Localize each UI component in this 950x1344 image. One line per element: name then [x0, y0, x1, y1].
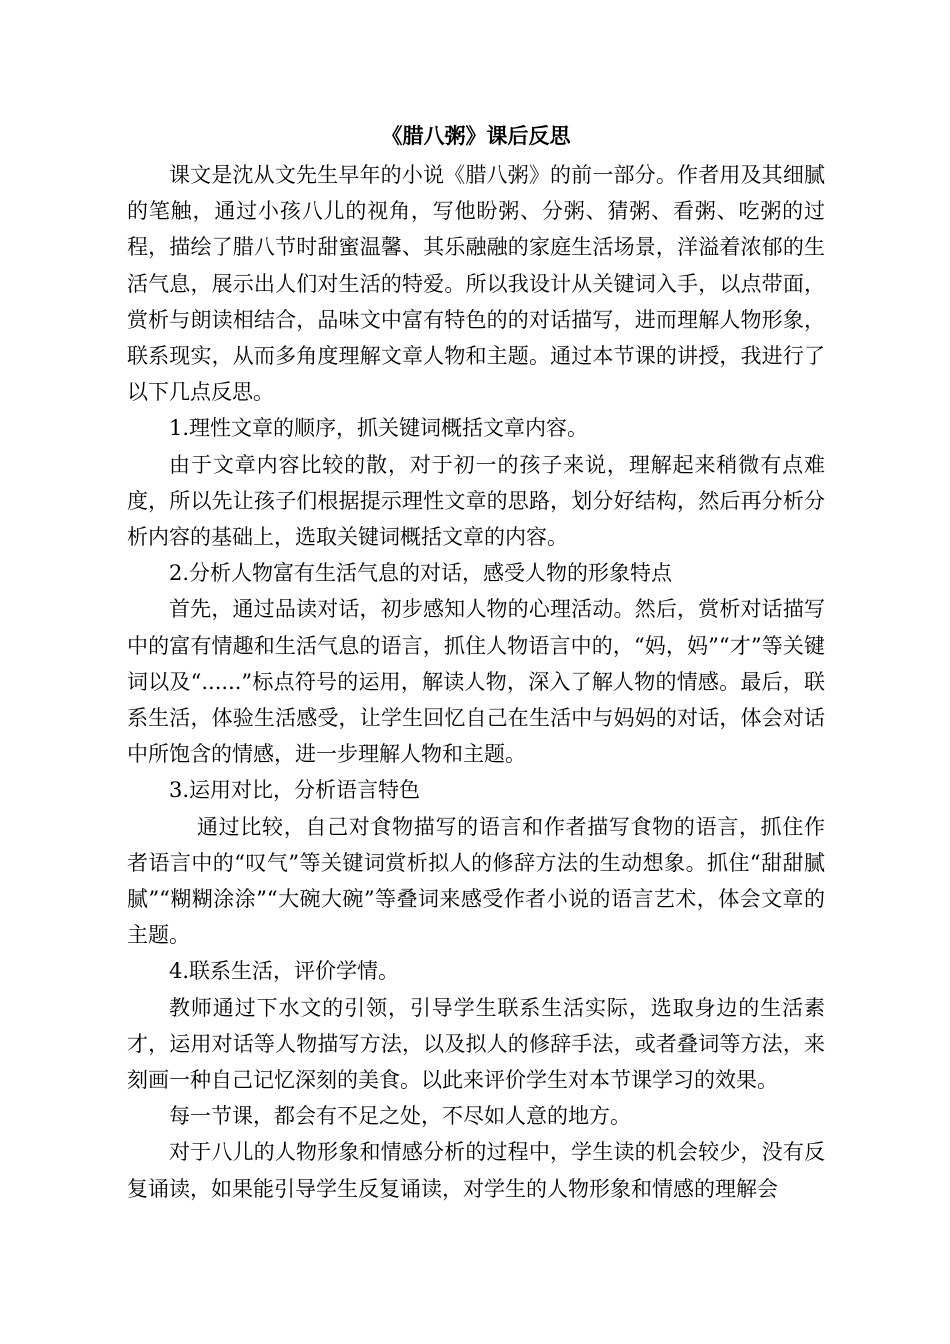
section-heading-4: 4.联系生活，评价学情。	[169, 959, 400, 984]
paragraph-section-4: 教师通过下水文的引领，引导学生联系生活实际，选取身边的生活素才，运用对话等人物描写方法，以及拟人的修辞手法，或者叠词等方法，来刻画一种自己记忆深刻的美食。以此来评价学生对本节课学习的效果。	[127, 995, 825, 1093]
paragraph-section-2: 首先，通过品读对话，初步感知人物的心理活动。然后，赏析对话描写中的富有情趣和生活气息的语言，抓住人物语言中的，“妈，妈”“才”等关键词以及“......”标点符号的运用，解读人物，深入了解人物的情感。最后，联系生活，体验生活感受，让学生回忆自己在生活中与妈妈的对话，体会对话中所饱含的情感，进一步理解人物和主题。	[127, 597, 825, 767]
paragraph-summary: 每一节课，都会有不足之处，不尽如人意的地方。	[169, 1104, 631, 1129]
paragraph-section-1: 由于文章内容比较的散，对于初一的孩子来说，理解起来稍微有点难度，所以先让孩子们根据提示理性文章的思路，划分好结构，然后再分析分析内容的基础上，选取关键词概括文章的内容。	[127, 452, 825, 550]
document-body	[127, 115, 825, 1207]
document-title: 《腊八粥》课后反思	[381, 123, 571, 148]
section-heading-2: 2.分析人物富有生活气息的对话，感受人物的形象特点	[169, 561, 673, 586]
section-heading-1: 1.理性文章的顺序，抓关键词概括文章内容。	[169, 416, 589, 441]
paragraph-intro: 课文是沈从文先生早年的小说《腊八粥》的前一部分。作者用及其细腻的笔触，通过小孩八儿的视角，写他盼粥、分粥、猜粥、看粥、吃粥的过程，描绘了腊八节时甜蜜温馨、其乐融融的家庭生活场景，洋溢着浓郁的生活气息，展示出人们对生活的特爱。所以我设计从关键词入手，以点带面，赏析与朗读相结合，品味文中富有特色的的对话描写，进而理解人物形象，联系现实，从而多角度理解文章人物和主题。通过本节课的讲授，我进行了以下几点反思。	[127, 163, 825, 405]
section-heading-3: 3.运用对比，分析语言特色	[169, 778, 421, 803]
paragraph-reflection: 对于八儿的人物形象和情感分析的过程中，学生读的机会较少，没有反复诵读，如果能引导学生反复诵读，对学生的人物形象和情感的理解会	[127, 1140, 825, 1201]
paragraph-section-3: 通过比较，自己对食物描写的语言和作者描写食物的语言，抓住作者语言中的“叹气”等关键词赏析拟人的修辞方法的生动想象。抓住“甜甜腻腻”“糊糊涂涂”“大碗大碗”等叠词来感受作者小说的语言艺术，体会文章的主题。	[127, 814, 825, 948]
